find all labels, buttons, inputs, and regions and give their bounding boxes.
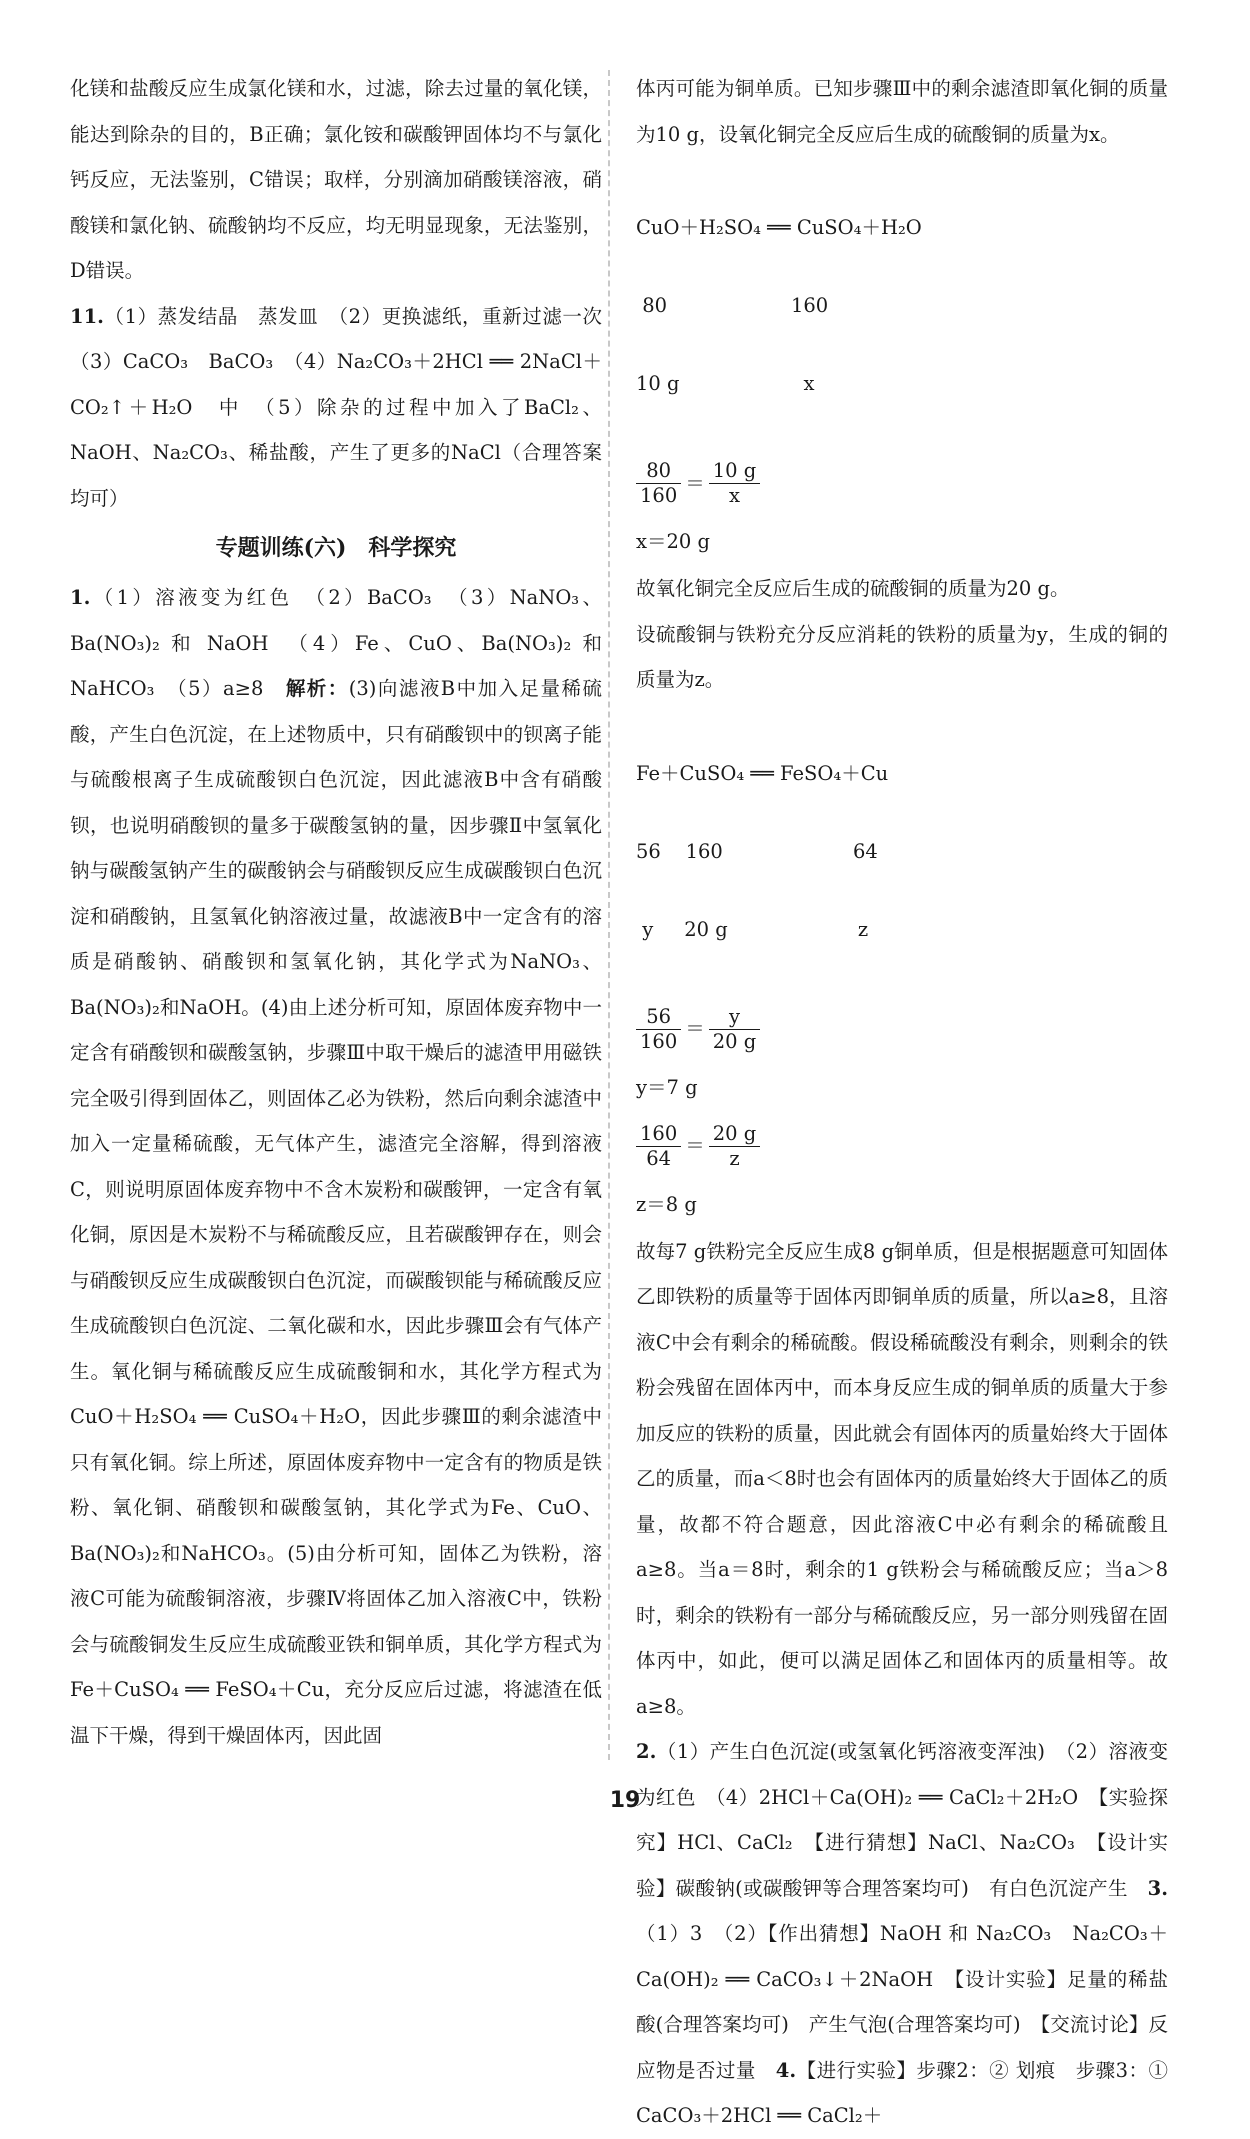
- numerator: 10 g: [709, 459, 761, 484]
- denominator: 20 g: [712, 1029, 757, 1053]
- equation-2: Fe＋CuSO₄ ══ FeSO₄＋Cu: [636, 761, 889, 785]
- result-2: y＝7 g: [636, 1075, 698, 1099]
- fraction-right: [709, 1122, 761, 1171]
- paragraph-continued-right: 体丙可能为铜单质。已知步骤Ⅲ中的剩余滤渣即氧化铜的质量为10 g，设氧化铜完全反应后生成的硫酸铜的质量为x。: [636, 77, 1168, 146]
- answer-1-text: （1）溶液变为红色 （2）BaCO₃ （3）NaNO₃、Ba(NO₃)₂ 和 NaOH （4）Fe、CuO、Ba(NO₃)₂ 和 NaHCO₃ （5）a≥8: [70, 586, 602, 700]
- question-number-4: 4.: [775, 2058, 797, 2082]
- numerator: y: [709, 1005, 761, 1030]
- setup-2: 设硫酸铜与铁粉充分反应消耗的铁粉的质量为y，生成的铜的质量为z。: [636, 622, 1168, 691]
- conclusion-1: 故氧化铜完全反应后生成的硫酸铜的质量为20 g。: [636, 577, 1070, 600]
- numerator: 80: [636, 459, 681, 484]
- numerator: 56: [636, 1005, 681, 1030]
- paragraph-continued: 化镁和盐酸反应生成氯化镁和水，过滤，除去过量的氧化镁，能达到除杂的目的，B正确；氯化铵和碳酸钾固体均不与氯化钙反应，无法鉴别，C错误；取样，分别滴加硝酸镁溶液，硝酸镁和氯化钠、硫酸钠均不反应，均无明显现象，无法鉴别，D错误。: [70, 77, 602, 282]
- equation-1-mass-ratio: 80 160: [636, 294, 829, 317]
- equation-block-1: [636, 157, 1168, 449]
- answer-3-text: （1）3 （2）【作出猜想】NaOH 和 Na₂CO₃ Na₂CO₃＋Ca(OH)₂ ══ CaCO₃↓＋2NaOH 【设计实验】足量的稀盐酸(合理答案均可) 产生气泡(合理答案均可) 【交流讨论】反应物是否过量: [636, 1922, 1168, 2082]
- fraction-left: [636, 1005, 681, 1054]
- section-title: 专题训练(六) 科学探究: [215, 535, 457, 561]
- page-number: 19: [609, 1788, 641, 1813]
- equals-sign: ＝: [685, 1134, 705, 1157]
- fraction-left: [636, 1122, 681, 1171]
- proportion-2: [636, 1001, 1168, 1058]
- fraction-right: [709, 1005, 761, 1054]
- equation-2-mass-values: y 20 g z: [636, 917, 869, 941]
- equals-sign: ＝: [685, 471, 705, 495]
- denominator: z: [729, 1146, 740, 1170]
- denominator: 64: [646, 1146, 672, 1170]
- question-number-11: 11.: [70, 304, 104, 328]
- result-1: x＝20 g: [636, 530, 710, 553]
- denominator: 160: [640, 1029, 678, 1053]
- left-column: [70, 66, 622, 1758]
- analysis-label: 解析：: [285, 677, 349, 700]
- fraction-left: [636, 459, 681, 508]
- equation-1: CuO＋H₂SO₄ ══ CuSO₄＋H₂O: [636, 216, 922, 239]
- answer-2-text: （1）产生白色沉淀(或氢氧化钙溶液变浑浊) （2）溶液变为红色 （4）2HCl＋Ca(OH)₂ ══ CaCl₂＋2H₂O 【实验探究】HCl、CaCl₂ 【进行猜想】NaCl、Na₂CO₃ 【设计实验】碳酸钠(或碳酸钾等合理答案均可) 有白色沉淀产生: [636, 1740, 1168, 1900]
- equation-block-2: [636, 703, 1168, 995]
- numerator: 20 g: [709, 1122, 761, 1147]
- answer-11: [70, 294, 622, 522]
- denominator: x: [729, 484, 740, 507]
- question-number-2: 2.: [636, 1740, 657, 1763]
- fraction-right: [709, 459, 761, 508]
- answer-11-text: （1）蒸发结晶 蒸发皿 （2）更换滤纸，重新过滤一次 （3）CaCO₃ BaCO₃ （4）Na₂CO₃＋2HCl ══ 2NaCl＋CO₂↑＋H₂O 中 （5）除杂的过程中加入了BaCl₂、NaOH、Na₂CO₃、稀盐酸，产生了更多的NaCl（合理答案均可）: [70, 304, 622, 510]
- analysis-conclusion: 故每7 g铁粉完全反应生成8 g铜单质，但是根据题意可知固体乙即铁粉的质量等于固体丙即铜单质的质量，所以a≥8，且溶液C中会有剩余的稀硫酸。假设稀硫酸没有剩余，则剩余的铁粉会残留在固体丙中，而本身反应生成的铜单质的质量大于参加反应的铁粉的质量，因此就会有固体丙的质量始终大于固体乙的质量，而a＜8时也会有固体丙的质量始终大于固体乙的质量，故都不符合题意，因此溶液C中必有剩余的稀硫酸且a≥8。当a＝8时，剩余的1 g铁粉会与稀硫酸反应；当a＞8时，剩余的铁粉有一部分与稀硫酸反应，另一部分则残留在固体丙中，如此，便可以满足固体乙和固体丙的质量相等。故a≥8。: [636, 1239, 1168, 1718]
- numerator: 160: [636, 1122, 681, 1147]
- proportion-3: [636, 1118, 1168, 1175]
- equals-sign: ＝: [685, 1017, 705, 1040]
- result-3: z＝8 g: [636, 1192, 697, 1216]
- question-number-3: 3.: [1147, 1876, 1168, 1900]
- equation-2-mass-ratio: 56 160 64: [636, 839, 878, 863]
- answer-4-text: 【进行实验】步骤2：② 划痕 步骤3：① CaCO₃＋2HCl ══ CaCl₂＋: [636, 2058, 1168, 2127]
- equation-1-mass-values: 10 g x: [636, 372, 815, 395]
- right-column: [636, 66, 1168, 2139]
- proportion-1: [636, 455, 1168, 512]
- denominator: 160: [640, 484, 678, 507]
- question-number-1: 1.: [70, 586, 91, 609]
- answer-1-analysis: (3)向滤液B中加入足量稀硫酸，产生白色沉淀，在上述物质中，只有硝酸钡中的钡离子能与硫酸根离子生成硫酸钡白色沉淀，因此滤液B中含有硝酸钡，也说明硝酸钡的量多于碳酸氢钠的量，因步骤Ⅱ中氢氧化钠与碳酸氢钠产生的碳酸钠会与硝酸钡反应生成碳酸钡白色沉淀和硝酸钠，且氢氧化钠溶液过量，故滤液B中一定含有的溶质是硝酸钠、硝酸钡和氢氧化钠，其化学式为NaNO₃、Ba(NO₃)₂和NaOH。(4)由上述分析可知，原固体废弃物中一定含有硝酸钡和碳酸氢钠，步骤Ⅲ中取干燥后的滤渣甲用磁铁完全吸引得到固体乙，则固体乙必为铁粉，然后向剩余滤渣中加入一定量稀硫酸，无气体产生，滤渣完全溶解，得到溶液C，则说明原固体废弃物中不含木炭粉和碳酸钾，一定含有氧化铜，原因是木炭粉不与稀硫酸反应，且若碳酸钾存在，则会与硝酸钡反应生成碳酸钡白色沉淀，而碳酸钡能与稀硫酸反应生成硫酸钡白色沉淀、二氧化碳和水，因此步骤Ⅲ会有气体产生。氧化铜与稀硫酸反应生成硫酸铜和水，其化学方程式为CuO＋H₂SO₄ ══ CuSO₄＋H₂O，因此步骤Ⅲ的剩余滤渣中只有氧化铜。综上所述，原固体废弃物中一定含有的物质是铁粉、氧化铜、硝酸钡和碳酸氢钠，其化学式为Fe、CuO、Ba(NO₃)₂和NaHCO₃。(5)由分析可知，固体乙为铁粉，溶液C可能为硫酸铜溶液，步骤Ⅳ将固体乙加入溶液C中，铁粉会与硫酸铜发生反应生成硫酸亚铁和铜单质，其化学方程式为Fe＋CuSO₄ ══ FeSO₄＋Cu，充分反应后过滤，将滤渣在低温下干燥，得到干燥固体丙，因此固: [70, 677, 602, 1747]
- answer-1: [70, 575, 602, 1758]
